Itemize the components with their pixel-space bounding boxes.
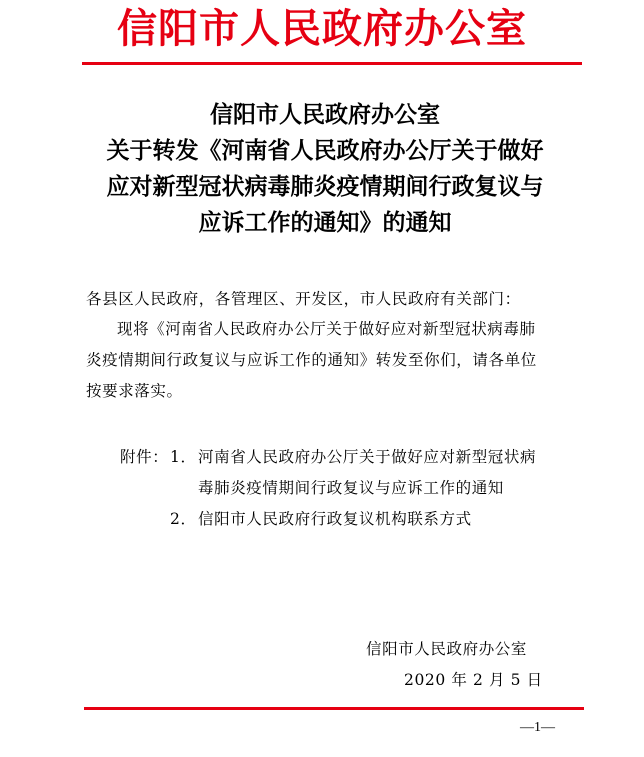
attachment-number: 1． bbox=[170, 448, 197, 466]
signature-org: 信阳市人民政府办公室 bbox=[366, 640, 528, 658]
masthead-title: 信阳市人民政府办公室 bbox=[117, 5, 527, 52]
attachments-section bbox=[86, 441, 586, 541]
red-separator-top bbox=[82, 62, 582, 65]
attachments-label: 附件： bbox=[120, 448, 169, 466]
red-separator-bottom bbox=[84, 707, 584, 710]
attachment-number: 2． bbox=[170, 510, 197, 528]
body-line: 炎疫情期间行政复议与应诉工作的通知》转发至你们，请各单位 bbox=[86, 351, 537, 369]
title-line: 应诉工作的通知》的通知 bbox=[198, 209, 452, 236]
body-line: 按要求落实。 bbox=[86, 382, 183, 400]
attachment-line: 毒肺炎疫情期间行政复议与应诉工作的通知 bbox=[198, 479, 504, 497]
title-line: 关于转发《河南省人民政府办公厅关于做好 bbox=[106, 137, 544, 164]
body-line: 现将《河南省人民政府办公厅关于做好应对新型冠状病毒肺 bbox=[117, 320, 536, 338]
page-number: —1— bbox=[520, 720, 555, 735]
signature-date: 2020 年 2 月 5 日 bbox=[404, 671, 543, 689]
attachment-line: 信阳市人民政府行政复议机构联系方式 bbox=[198, 510, 472, 528]
title-line: 应对新型冠状病毒肺炎疫情期间行政复议与 bbox=[106, 173, 544, 200]
attachment-line: 河南省人民政府办公厅关于做好应对新型冠状病 bbox=[198, 448, 537, 466]
salutation: 各县区人民政府，各管理区、开发区，市人民政府有关部门： bbox=[86, 290, 521, 308]
signature-block bbox=[86, 633, 586, 703]
document-title bbox=[60, 97, 590, 241]
document-body bbox=[86, 283, 586, 403]
title-line: 信阳市人民政府办公室 bbox=[210, 101, 440, 128]
